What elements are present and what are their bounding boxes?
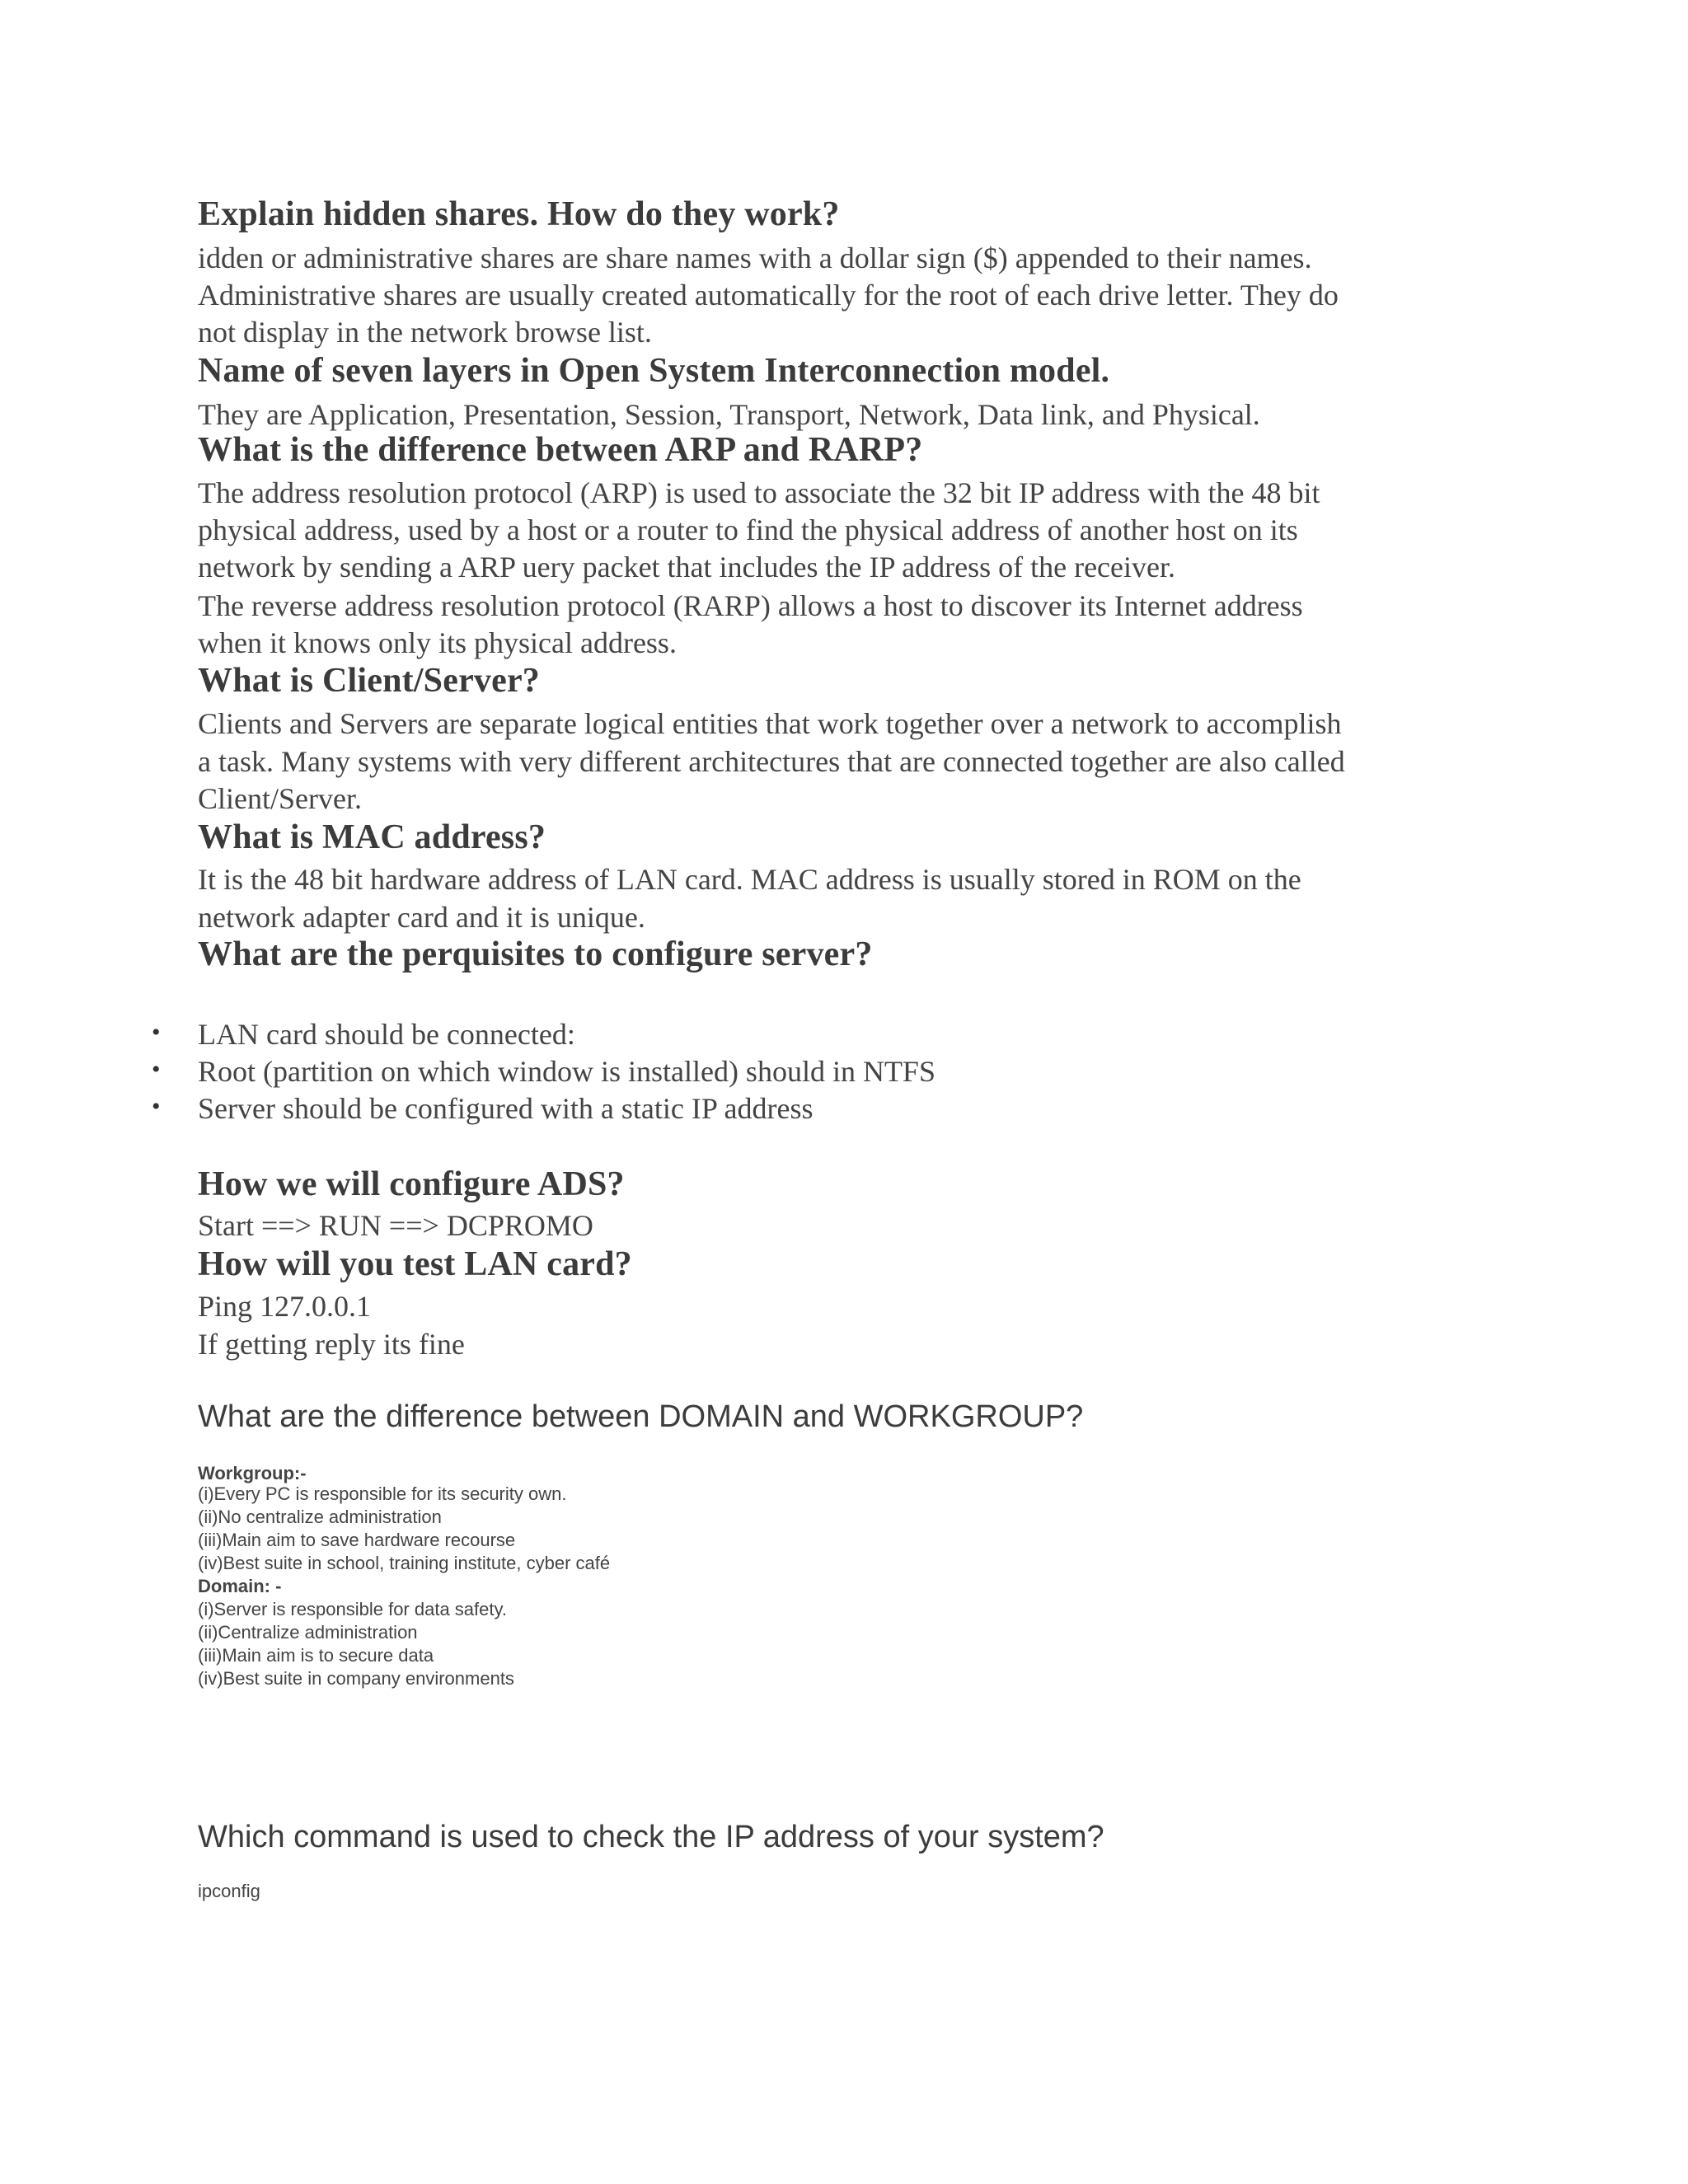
- list-item: (iii)Main aim to save hardware recourse: [198, 1530, 516, 1550]
- paragraph-line: not display in the network browse list.: [198, 316, 652, 349]
- heading-test-lan-card: How will you test LAN card?: [198, 1245, 632, 1283]
- paragraph-line: If getting reply its fine: [198, 1328, 465, 1361]
- heading-server-prerequisites: What are the perquisites to configure server?: [198, 935, 873, 973]
- list-item: (iii)Main aim is to secure data: [198, 1645, 434, 1666]
- paragraph-line: a task. Many systems with very different architectures that are connected together are also called: [198, 745, 1345, 778]
- bullet-item: Root (partition on which window is installed) should in NTFS: [198, 1055, 935, 1088]
- list-item: (i)Server is responsible for data safety.: [198, 1599, 507, 1619]
- paragraph-line: when it knows only its physical address.: [198, 626, 677, 659]
- domain-title: Domain: -: [198, 1576, 282, 1596]
- heading-ip-command: Which command is used to check the IP address of your system?: [198, 1820, 1104, 1854]
- bullet-icon: •: [152, 1093, 161, 1120]
- heading-domain-workgroup: What are the difference between DOMAIN and WORKGROUP?: [198, 1399, 1084, 1434]
- paragraph-line: Start ==> RUN ==> DCPROMO: [198, 1209, 593, 1242]
- paragraph-line: idden or administrative shares are share names with a dollar sign ($) appended to their names.: [198, 241, 1312, 274]
- heading-osi-layers: Name of seven layers in Open System Interconnection model.: [198, 352, 1110, 390]
- paragraph-line: Clients and Servers are separate logical entities that work together over a network to accomplish: [198, 707, 1342, 740]
- paragraph-line: It is the 48 bit hardware address of LAN card. MAC address is usually stored in ROM on the: [198, 863, 1301, 896]
- paragraph-line: physical address, used by a host or a router to find the physical address of another host on its: [198, 513, 1298, 546]
- paragraph-line: They are Application, Presentation, Session, Transport, Network, Data link, and Physical.: [198, 398, 1260, 431]
- bullet-icon: •: [152, 1019, 161, 1046]
- list-item: (ii)Centralize administration: [198, 1622, 418, 1643]
- paragraph-line: Client/Server.: [198, 782, 362, 815]
- paragraph-line: The reverse address resolution protocol (RARP) allows a host to discover its Internet address: [198, 589, 1303, 622]
- paragraph-line: network by sending a ARP uery packet that includes the IP address of the receiver.: [198, 551, 1175, 583]
- bullet-icon: •: [152, 1056, 161, 1083]
- workgroup-title: Workgroup:-: [198, 1463, 307, 1483]
- paragraph-line: The address resolution protocol (ARP) is used to associate the 32 bit IP address with the 48 bit: [198, 476, 1320, 509]
- bullet-item: Server should be configured with a static IP address: [198, 1092, 814, 1125]
- list-item: (ii)No centralize administration: [198, 1507, 442, 1527]
- heading-client-server: What is Client/Server?: [198, 662, 541, 700]
- paragraph-line: network adapter card and it is unique.: [198, 901, 645, 934]
- list-item: (iv)Best suite in school, training institute, cyber café: [198, 1553, 611, 1573]
- bullet-item: LAN card should be connected:: [198, 1018, 575, 1051]
- heading-hidden-shares: Explain hidden shares. How do they work?: [198, 195, 840, 233]
- heading-configure-ads: How we will configure ADS?: [198, 1165, 625, 1203]
- heading-mac-address: What is MAC address?: [198, 818, 546, 856]
- heading-arp-rarp: What is the difference between ARP and RARP?: [198, 431, 923, 469]
- list-item: (iv)Best suite in company environments: [198, 1668, 514, 1689]
- paragraph-line: Ping 127.0.0.1: [198, 1290, 372, 1323]
- paragraph-line: ipconfig: [198, 1881, 260, 1901]
- paragraph-line: Administrative shares are usually created automatically for the root of each drive letter. They do: [198, 279, 1339, 312]
- list-item: (i)Every PC is responsible for its security own.: [198, 1483, 567, 1504]
